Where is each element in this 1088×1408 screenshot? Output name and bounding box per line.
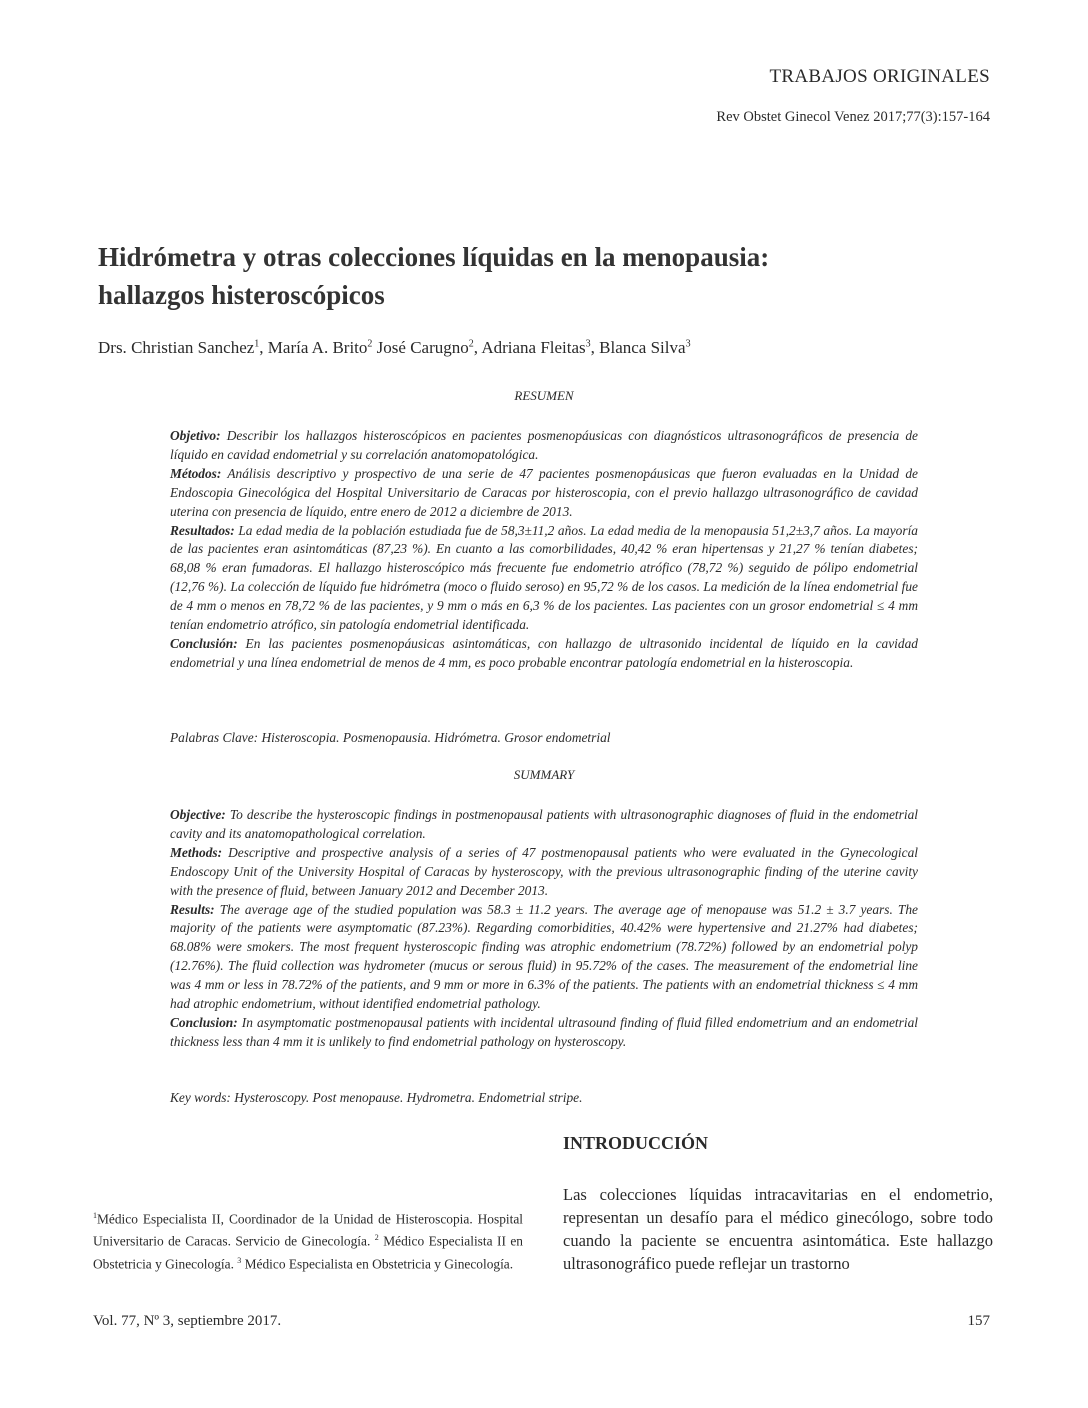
conclusion-label: Conclusión: xyxy=(170,635,238,651)
metodos-label: Métodos: xyxy=(170,465,222,481)
author-name: Blanca Silva xyxy=(599,338,686,357)
author-affiliation-mark: 1 xyxy=(254,338,260,350)
author-name: Christian Sanchez xyxy=(131,338,255,357)
conclusion-label-en: Conclusion: xyxy=(170,1014,238,1030)
summary-results xyxy=(170,901,918,1014)
methods-text: Descriptive and prospective analysis of a series of 47 postmenopausal patients who were evaluated in the Gynecological Endoscopy Unit of the University Hospital of Caracas by hysteroscopy, with the previous ultrasonographic finding of the uterine cavity with the presence of fluid, between January 2012 and December 2013. xyxy=(170,844,918,898)
footnote-text: Médico Especialista en Obstetricia y Ginecología. xyxy=(241,1256,514,1271)
article-title xyxy=(98,238,998,314)
footnote-mark: 1 xyxy=(93,1211,97,1220)
resumen-heading: RESUMEN xyxy=(514,388,574,403)
resultados-text: La edad media de la población estudiada fue de 58,3±11,2 años. La edad media de la menopausia 51,2±3,7 años. La mayoría de las pacientes eran asintomáticas (87,23 %). En cuanto a las comorbilidades, 40,42 % eran hipertensas y 21,27 % tenían diabetes; 68,08 % eran fumadoras. El hallazgo histeroscópico más frecuente fue endometrio atrófico (78,72 %) seguido de pólipo endometrial (12,76 %). La colección de líquido fue hidrómetra (moco o fluido seroso) en 95,72 % de los casos. La medición de la línea endometrial fue de 4 mm o menos en 78,72 % de las pacientes, y 9 mm o más en 6,3 % de los pacientes. Las pacientes con un grosor endometrial ≤ 4 mm tenían endometrio atrófico, sin patología endometrial identificada. xyxy=(170,522,918,633)
methods-label: Methods: xyxy=(170,844,223,860)
author-affiliation-mark: 3 xyxy=(685,338,691,350)
introduction-heading: INTRODUCCIÓN xyxy=(563,1133,709,1153)
volume-info: Vol. 77, Nº 3, septiembre 2017. xyxy=(93,1313,282,1329)
introduction-text: Las colecciones líquidas intracavitarias en el endometrio, representan un desafío para el médico ginecólogo, sobre todo cuando la paciente se encuentra asintomática. Este hallazgo ultrasonográfico puede reflejar un trastorno xyxy=(563,1185,993,1273)
footnote-mark: 3 xyxy=(237,1255,242,1265)
conclusion-text-en: In asymptomatic postmenopausal patients with incidental ultrasound finding of fluid filled endometrium and an endometrial thickness less than 4 mm it is unlikely to find endometrial pathology on hysteroscopy. xyxy=(170,1014,918,1049)
conclusion-text: En las pacientes posmenopáusicas asintomáticas, con hallazgo de ultrasonido incidental de líquido en la cavidad endometrial y una línea endometrial de menos de 4 mm, es poco probable encontrar patología endometrial en la histeroscopia. xyxy=(170,635,918,670)
resumen-resultados xyxy=(170,522,918,635)
summary-methods xyxy=(170,844,918,901)
resumen-metodos xyxy=(170,465,918,522)
author-name: José Carugno xyxy=(376,338,469,357)
summary-conclusion xyxy=(170,1014,918,1052)
key-words: Key words: Hysteroscopy. Post menopause. Hydrometra. Endometrial stripe. xyxy=(170,1090,583,1105)
footnote-text: Médico Especialista II en Obstetricia y Ginecología. xyxy=(93,1233,523,1271)
affiliation-footnote xyxy=(93,1207,523,1274)
metodos-text: Análisis descriptivo y prospectivo de una serie de 47 pacientes posmenopáusicas que fueron evaluadas en la Unidad de Endoscopia Ginecológica del Hospital Universitario de Caracas por histeroscopia, con el previo hallazgo ultrasonográfico de cavidad uterina con presencia de líquido, entre enero de 2012 a diciembre de 2013. xyxy=(170,465,918,519)
results-text: The average age of the studied population was 58.3 ± 11.2 years. The average age of menopause was 51.2 ± 3.7 years. The majority of the patients were asymptomatic (87.23%). Regarding comorbidities, 40.42% were hypertensive and 21.27% had diabetes; 68.08% were smokers. The most frequent hysteroscopic finding was atrophic endometrium (78.72%) followed by an endometrial polyp (12.76%). The fluid collection was hydrometer (mucus or serous fluid) in 95.72% of the cases. The measurement of the endometrial line was 4 mm or less in 78.72% of the patients, and 9 mm or more in 6.3% of the patients. The patients with an endometrial thickness ≤ 4 mm had atrophic endometrium, without identified endometrial pathology. xyxy=(170,901,918,1012)
footnote-mark: 2 xyxy=(374,1233,379,1243)
author-separator: , xyxy=(473,338,482,357)
authors-prefix: Drs. xyxy=(98,338,132,357)
resumen-conclusion xyxy=(170,635,918,673)
author-affiliation-mark: 3 xyxy=(585,338,591,350)
objetivo-label: Objetivo: xyxy=(170,428,221,443)
author-separator: , xyxy=(259,338,268,357)
author-separator: , xyxy=(590,338,600,357)
title-line-2: hallazgos histeroscópicos xyxy=(98,280,385,310)
summary-abstract xyxy=(170,806,918,1052)
author-list xyxy=(98,338,691,358)
results-label: Results: xyxy=(170,901,215,917)
summary-heading: SUMMARY xyxy=(513,767,575,782)
author-name: María A. Brito xyxy=(267,338,368,357)
author-affiliation-mark: 2 xyxy=(468,338,474,350)
objective-label: Objective: xyxy=(170,807,226,822)
palabras-clave: Palabras Clave: Histeroscopia. Posmenopausia. Hidrómetra. Grosor endometrial xyxy=(170,730,611,745)
resumen-abstract xyxy=(170,427,918,673)
objective-text: To describe the hysteroscopic findings in postmenopausal patients with ultrasonographic diagnoses of fluid in the endometrial cavity and its anatomopathological correlation. xyxy=(170,807,918,841)
title-line-1: Hidrómetra y otras colecciones líquidas en la menopausia: xyxy=(98,242,770,272)
journal-citation: Rev Obstet Ginecol Venez 2017;77(3):157-164 xyxy=(716,109,990,125)
objetivo-text: Describir los hallazgos histeroscópicos en pacientes posmenopáusicas con diagnósticos ultrasonográficos de presencia de líquido en cavidad endometrial y su correlación anatomopatológica. xyxy=(170,428,918,462)
resumen-objetivo xyxy=(170,427,918,465)
author-name: Adriana Fleitas xyxy=(481,338,586,357)
footnote-text: Médico Especialista II, Coordinador de la Unidad de Histeroscopia. Hospital Universitario de Caracas. Servicio de Ginecología. xyxy=(93,1211,523,1249)
section-label: TRABAJOS ORIGINALES xyxy=(769,66,990,87)
author-affiliation-mark: 2 xyxy=(367,338,373,350)
summary-objective xyxy=(170,806,918,844)
page-number: 157 xyxy=(967,1313,990,1329)
resultados-label: Resultados: xyxy=(170,522,235,538)
